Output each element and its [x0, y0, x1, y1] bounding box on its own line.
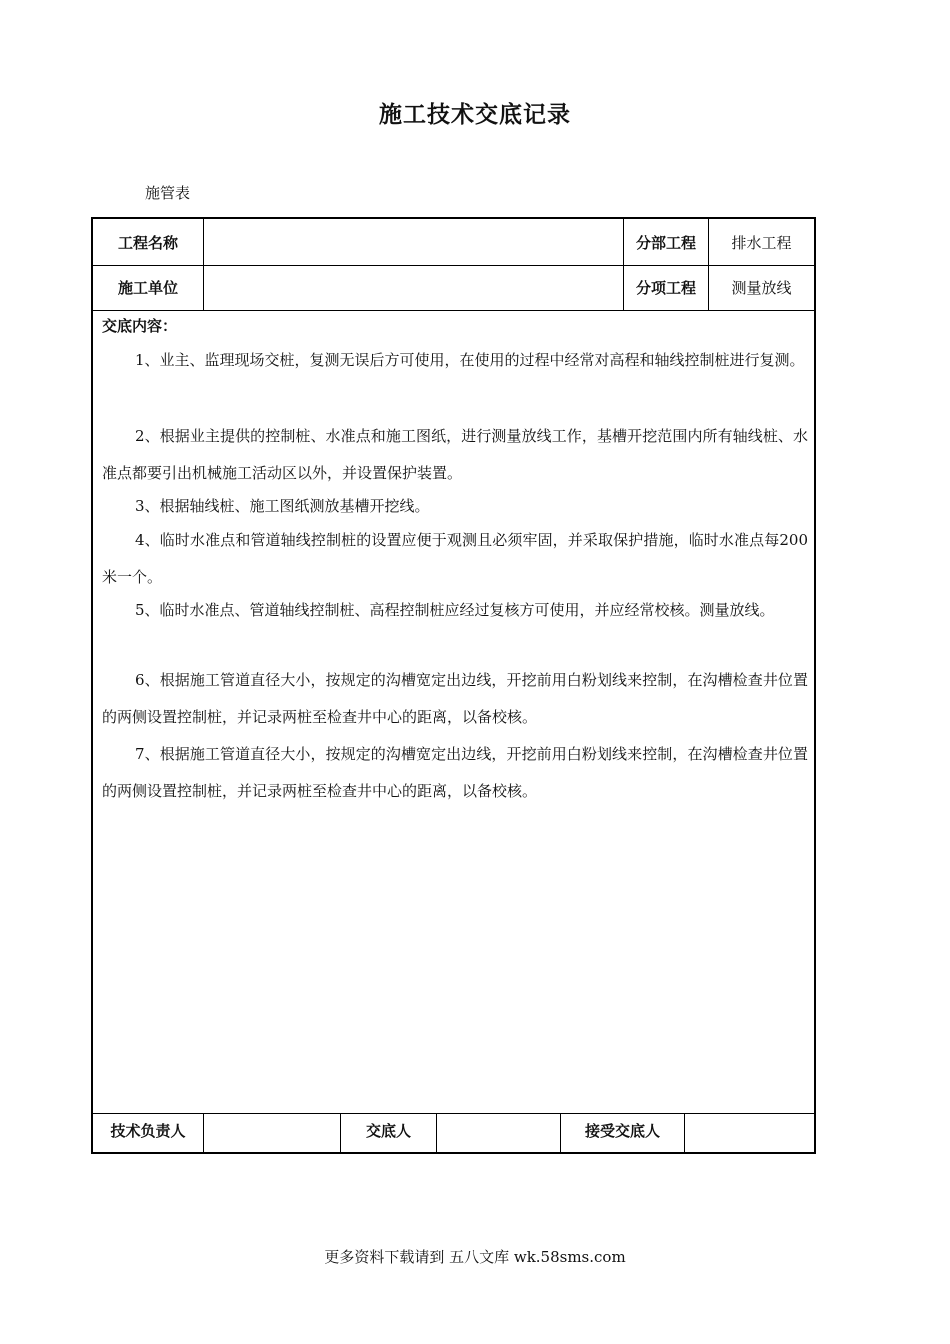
content-paragraph-1: 1、业主、监理现场交桩，复测无误后方可使用，在使用的过程中经常对高程和轴线控制桩进行复测。 [135, 351, 805, 369]
content-paragraph-3: 3、根据轴线桩、施工图纸测放基槽开挖线。 [135, 497, 430, 515]
receiver-label: 接受交底人 [584, 1122, 660, 1140]
content-paragraph-6: 6、根据施工管道直径大小，按规定的沟槽宽定出边线，开挖前用白粉划线来控制，在沟槽检查井位置的两侧设置控制桩，并记录两桩至检查井中心的距离，以备校核。 [102, 671, 808, 726]
sub-item-work-value[interactable]: 测量放线 [731, 279, 792, 297]
sub-item-work-label: 分项工程 [635, 279, 696, 297]
disclosure-content [93, 311, 814, 1113]
content-paragraph-5: 5、临时水准点、管道轴线控制桩、高程控制桩应经过复核方可使用，并应经常校核。测量放线。 [135, 601, 775, 619]
header-row-project [93, 219, 814, 266]
signature-row [93, 1113, 814, 1153]
download-source-note: 更多资料下载请到 五八文库 wk.58sms.com [324, 1248, 626, 1266]
project-name-value[interactable] [204, 219, 623, 265]
division-work-value[interactable]: 排水工程 [731, 233, 792, 252]
tech-lead-label: 技术负责人 [110, 1122, 186, 1140]
division-work-label: 分部工程 [635, 233, 696, 252]
project-name-label: 工程名称 [117, 233, 178, 252]
construction-unit-label: 施工单位 [117, 279, 178, 297]
content-paragraph-4: 4、临时水准点和管道轴线控制桩的设置应便于观测且必须牢固，并采取保护措施，临时水准点每200米一个。 [102, 531, 808, 586]
disclosure-form-table [91, 217, 816, 1154]
content-heading: 交底内容： [102, 317, 178, 335]
form-code: 施管表 [145, 184, 191, 202]
content-paragraph-7: 7、根据施工管道直径大小，按规定的沟槽宽定出边线，开挖前用白粉划线来控制，在沟槽检查井位置的两侧设置控制桩，并记录两桩至检查井中心的距离，以备校核。 [102, 745, 808, 800]
tech-lead-signature[interactable] [204, 1114, 340, 1153]
receiver-signature[interactable] [685, 1114, 814, 1153]
presenter-signature[interactable] [437, 1114, 560, 1153]
header-row-contractor [93, 265, 814, 311]
document-title: 施工技术交底记录 [379, 102, 571, 128]
presenter-label: 交底人 [365, 1122, 411, 1140]
construction-unit-value[interactable] [204, 265, 623, 310]
content-paragraph-2: 2、根据业主提供的控制桩、水准点和施工图纸，进行测量放线工作，基槽开挖范围内所有轴线桩、水准点都要引出机械施工活动区以外，并设置保护装置。 [102, 427, 808, 482]
